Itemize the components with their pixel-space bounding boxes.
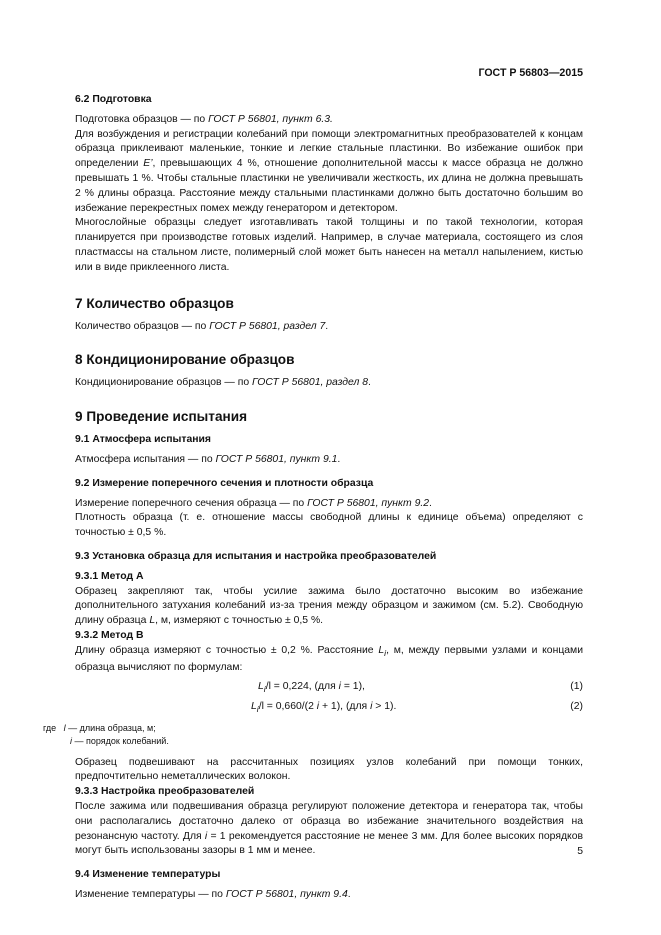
- text: .: [347, 888, 351, 900]
- text: .: [429, 497, 432, 509]
- text: Кондиционирование образцов — по: [75, 377, 252, 389]
- page-content: [43, 93, 584, 903]
- symbol: L: [149, 615, 156, 627]
- legend-line: [43, 722, 583, 735]
- symbol: i: [263, 684, 266, 695]
- text: Измерение поперечного сечения образца — по: [75, 497, 308, 509]
- text: Подготовка образцов — по: [75, 113, 209, 125]
- text: , м, измеряют с точностью ± 0,5 %.: [155, 615, 324, 627]
- text: Образец подвешивают на рассчитанных позициях узлов колебаний при помощи тонких, предпочтительно неметаллических волокон.: [75, 756, 583, 783]
- text: Многослойные образцы следует изготавливать такой толщины и по такой технологии, которая планируется при производстве готовых изделий. Например, в случае материала, состоящего из слоя пластмассы на стальном листе, полимерный слой может быть нанесен на металл напылением, кистью или в виде приклеенного листа.: [75, 217, 583, 273]
- section-9-3-heading: 9.3 Установка образца для испытания и настройка преобразователей: [75, 550, 437, 562]
- text: = 1 рекомендуется расстояние не менее 3 мм. Для более высоких порядков могут быть использованы зазоры в 1 мм и менее.: [75, 830, 583, 857]
- section-9-heading: 9 Проведение испытания: [75, 409, 247, 425]
- paragraph: [75, 320, 583, 335]
- standard-reference: ГОСТ Р 56801, пункт 6.3.: [208, 113, 333, 125]
- paragraph: [75, 497, 583, 512]
- formula-number: (2): [570, 701, 583, 713]
- paragraph: [75, 888, 583, 903]
- text: Длину образца измеряют с точностью ± 0,2 %. Расстояние: [75, 644, 379, 656]
- text: Количество образцов — по: [75, 320, 210, 332]
- text: /l = 0,660/(2: [258, 701, 317, 713]
- text: + 1), (для: [319, 701, 371, 713]
- paragraph: [75, 113, 583, 128]
- text: Атмосфера испытания — по: [75, 453, 216, 465]
- formula-legend: [43, 722, 583, 747]
- text: Изменение температуры — по: [75, 888, 226, 900]
- text: Для возбуждения и регистрации колебаний при помощи электромагнитных преобразователей к концам образца приклеивают маленькие, тонкие и легкие стальные пластинки. Во избежание ошибок при определении: [75, 128, 583, 170]
- formula-2: [75, 700, 583, 716]
- text: .: [337, 453, 341, 465]
- symbol: i: [384, 647, 387, 658]
- text: > 1).: [372, 701, 397, 713]
- formula-expression: [251, 700, 396, 717]
- formula-number: (1): [570, 681, 583, 693]
- text: = 1),: [340, 681, 365, 693]
- symbol: L: [258, 681, 264, 693]
- text: — длина образца, м;: [65, 723, 156, 734]
- text: /l = 0,224, (для: [265, 681, 339, 693]
- symbol: L: [251, 701, 257, 713]
- paragraph: [75, 585, 583, 629]
- page-number: 5: [577, 846, 583, 857]
- text: где: [43, 723, 57, 734]
- text: .: [368, 377, 371, 389]
- standard-header: ГОСТ Р 56803—2015: [478, 67, 583, 79]
- symbol: i: [316, 701, 320, 713]
- text: — порядок колебаний.: [72, 735, 169, 746]
- symbol: l: [63, 723, 66, 734]
- formula-1: [75, 680, 583, 696]
- paragraph: [75, 376, 583, 391]
- standard-reference: ГОСТ Р 56801, раздел 8: [252, 377, 369, 389]
- symbol: L: [378, 644, 385, 656]
- paragraph: [75, 128, 583, 217]
- text: , м, между первыми узлами и концами образца вычисляют по формулам:: [75, 644, 584, 673]
- symbol: i: [370, 701, 373, 713]
- formula-expression: [258, 680, 365, 697]
- section-9-3-3-heading: 9.3.3 Настройка преобразователей: [75, 786, 255, 798]
- symbol: E’: [143, 158, 153, 170]
- text: После зажима или подвешивания образца регулируют положение детектора и генератора так, чтобы они располагались достаточно далеко от образца во избежание значительного воздействия на резонансную частоту. Для: [75, 800, 583, 842]
- section-9-3-1-heading: 9.3.1 Метод А: [75, 570, 144, 582]
- paragraph: [75, 216, 583, 275]
- legend-line: [43, 735, 583, 748]
- paragraph: [75, 756, 583, 786]
- standard-reference: ГОСТ Р 56801, пункт 9.2: [307, 497, 430, 509]
- section-9-3-2-heading: 9.3.2 Метод В: [75, 629, 144, 641]
- paragraph: [75, 511, 583, 541]
- section-8-heading: 8 Кондиционирование образцов: [75, 352, 295, 368]
- paragraph: [75, 453, 583, 468]
- standard-reference: ГОСТ Р 56801, пункт 9.1: [215, 453, 338, 465]
- text: .: [325, 320, 329, 332]
- text: , превышающих 4 %, отношение дополнительной массы к массе образца не должно превышать 1 %. Чтобы стальные пластинки не увеличивали жесткость, их длина не должна превышать 2 % длины образца. Расстояние между стальными пластинками должно быть достаточно большим во избежание перекрестных помех между генератором и детектором.: [75, 158, 583, 214]
- section-6-2-heading: 6.2 Подготовка: [75, 94, 152, 105]
- section-7-heading: 7 Количество образцов: [75, 295, 234, 311]
- standard-reference: ГОСТ Р 56801, пункт 9.4: [225, 888, 348, 900]
- paragraph: [75, 800, 583, 859]
- symbol: i: [70, 735, 72, 746]
- paragraph: [75, 644, 583, 676]
- symbol: i: [204, 830, 208, 842]
- symbol: i: [256, 704, 259, 715]
- symbol: i: [338, 681, 341, 693]
- text: Плотность образца (т. е. отношение массы свободной длины к единице объема) определяют с точностью ± 0,5 %.: [75, 512, 583, 539]
- section-9-2-heading: 9.2 Измерение поперечного сечения и плотности образца: [75, 477, 374, 489]
- section-9-1-heading: 9.1 Атмосфера испытания: [75, 434, 211, 446]
- standard-reference: ГОСТ Р 56801, раздел 7: [209, 320, 326, 332]
- section-9-4-heading: 9.4 Изменение температуры: [75, 869, 221, 881]
- text: Образец закрепляют так, чтобы усилие зажима было достаточно высоким во избежание дополнительного затухания колебаний из-за трения между образцом и зажимом (см. 5.2). Свободную длину образца: [75, 585, 583, 627]
